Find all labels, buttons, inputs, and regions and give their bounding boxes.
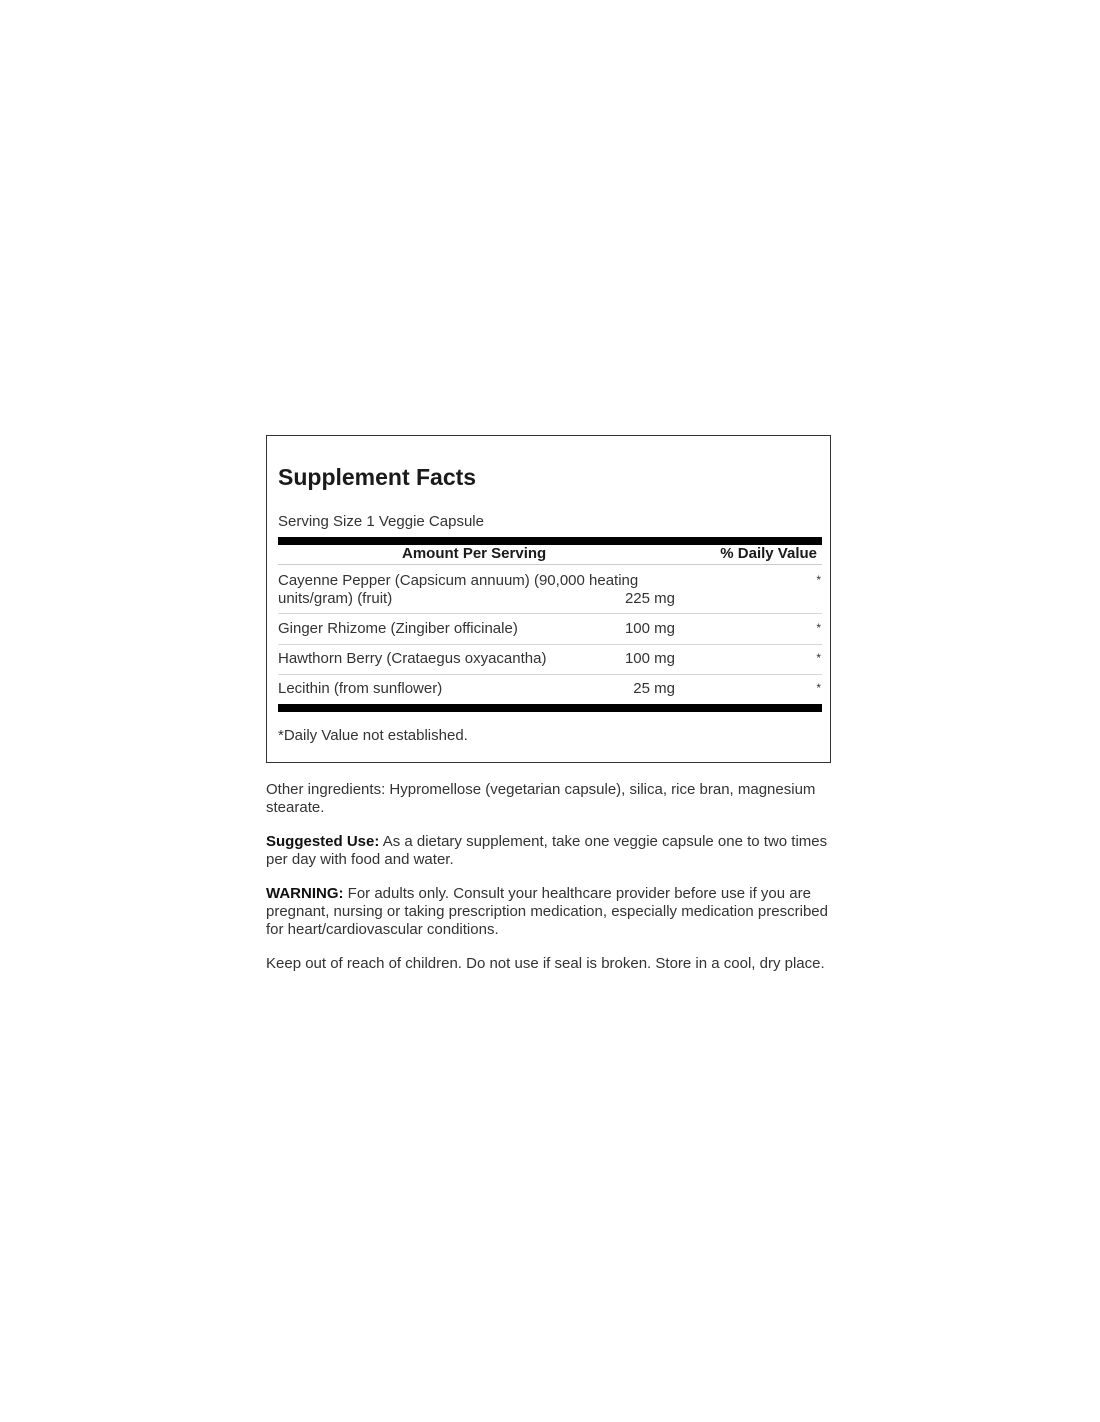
ingredient-daily-value: * [816,681,821,695]
facts-header-row [278,546,822,565]
warning-text: For adults only. Consult your healthcare provider before use if you are pregnant, nursing or taking prescription medication, especially medication prescribed for heart/cardiovascular conditions. [266,885,828,938]
ingredient-amount: 25 mg [633,680,675,697]
ingredient-name-line1: Cayenne Pepper (Capsicum annuum) (90,000 heating [278,572,639,589]
ingredient-amount: 100 mg [624,650,675,667]
daily-value-footnote: *Daily Value not established. [278,727,468,744]
row-divider [278,674,822,675]
ingredient-name: Ginger Rhizome (Zingiber officinale) [278,620,518,637]
daily-value-header: % Daily Value [720,545,817,562]
amount-per-serving-header: Amount Per Serving [402,545,547,562]
warning [266,885,836,939]
ingredient-daily-value: * [816,573,821,587]
ingredient-row-cayenne [278,572,822,610]
suggested-use-label: Suggested Use: [266,833,380,850]
bottom-thick-divider [278,704,822,712]
ingredient-amount: 225 mg [624,590,675,607]
row-divider [278,613,822,614]
ingredient-row-lecithin [278,680,822,698]
ingredient-name: Hawthorn Berry (Crataegus oxyacantha) [278,650,547,667]
supplement-facts-panel [266,435,831,763]
ingredient-daily-value: * [816,651,821,665]
ingredient-name-line2: units/gram) (fruit) [278,590,393,607]
ingredient-row-hawthorn [278,650,822,668]
other-ingredients: Other ingredients: Hypromellose (vegetarian capsule), silica, rice bran, magnesium stearate. [266,781,816,816]
storage-note: Keep out of reach of children. Do not use if seal is broken. Store in a cool, dry place. [266,955,825,972]
ingredient-name [278,572,638,608]
warning-label: WARNING: [266,885,344,902]
serving-size: Serving Size 1 Veggie Capsule [278,513,484,530]
supplement-facts-title: Supplement Facts [278,464,477,490]
suggested-use-text: As a dietary supplement, take one veggie capsule one to two times per day with food and water. [266,833,828,868]
suggested-use [266,833,836,869]
ingredient-row-ginger [278,620,822,638]
ingredient-name: Lecithin (from sunflower) [278,680,443,697]
ingredient-amount: 100 mg [624,620,675,637]
ingredient-daily-value: * [816,621,821,635]
top-thick-divider [278,537,822,545]
row-divider [278,644,822,645]
